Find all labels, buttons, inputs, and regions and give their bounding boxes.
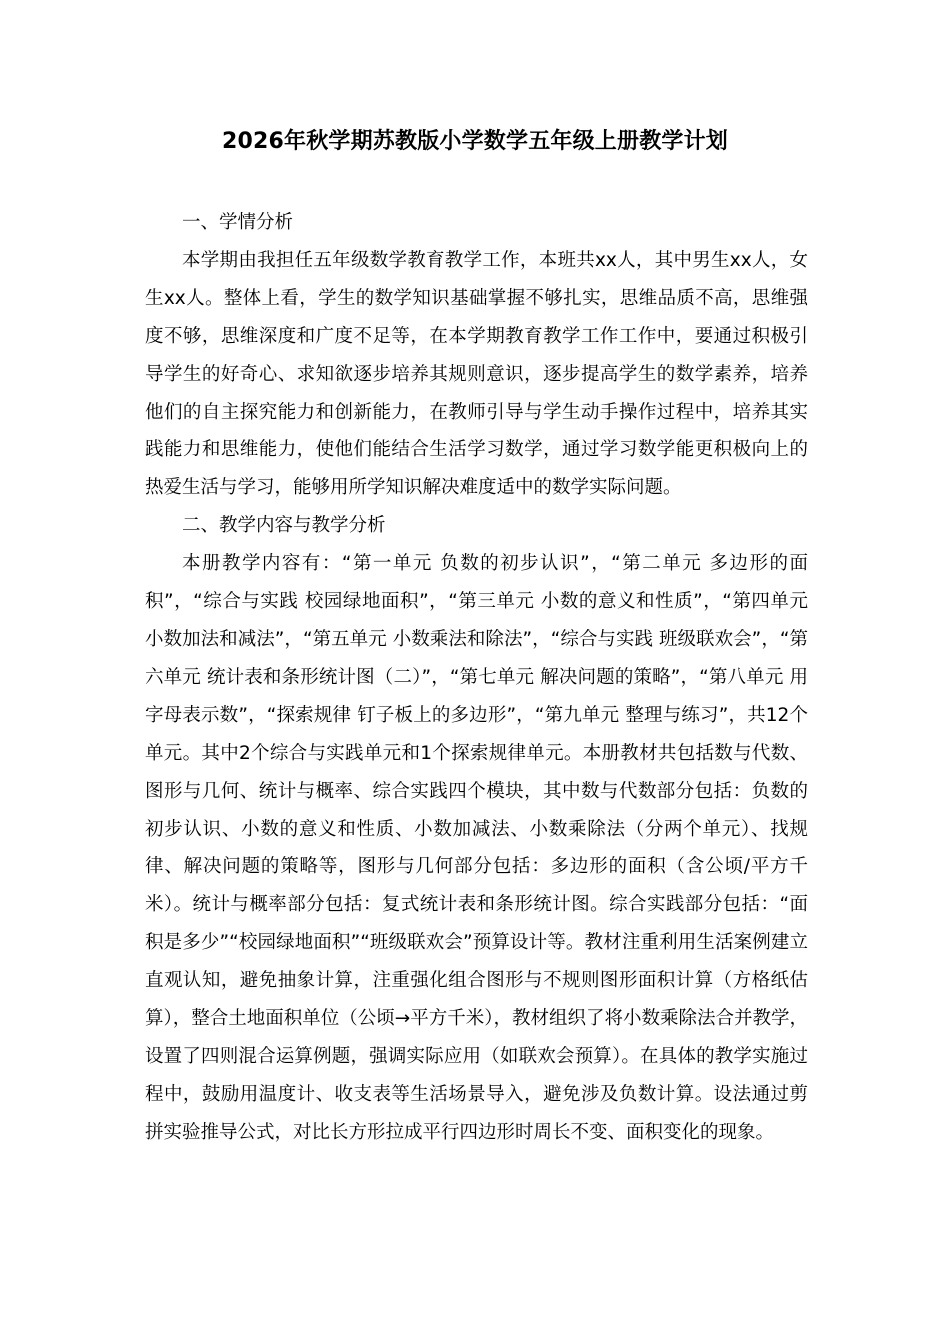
section-paragraph-content-analysis: 本册教学内容有：“第一单元 负数的初步认识”，“第二单元 多边形的面积”，“综合与实践 校园绿地面积”，“第三单元 小数的意义和性质”，“第四单元 小数加法和减法”，“第五单元 小数乘法和除法”，“综合与实践 班级联欢会”，“第六单元 统计表和条形统计图（二）”，“第七单元 解决问题的策略”，“第八单元 用字母表示数”，“探索规律 钉子板上的多边形”，“第九单元 整理与练习”，共12个单元。其中2个综合与实践单元和1个探索规律单元。本册教材共包括数与代数、图形与几何、统计与概率、综合实践四个模块，其中数与代数部分包括：负数的初步认识、小数的意义和性质、小数加减法、小数乘除法（分两个单元）、找规律、解决问题的策略等，图形与几何部分包括：多边形的面积（含公顷/平方千米）。统计与概率部分包括：复式统计表和条形统计图。综合实践部分包括：“面积是多少”“校园绿地面积”“班级联欢会”预算设计等。教材注重利用生活案例建立直观认知，避免抽象计算，注重强化组合图形与不规则图形面积计算（方格纸估算），整合土地面积单位（公顷→平方千米），教材组织了将小数乘除法合并教学，设置了四则混合运算例题，强调实际应用（如联欢会预算）。在具体的教学实施过程中，鼓励用温度计、收支表等生活场景导入，避免涉及负数计算。设法通过剪拼实验推导公式，对比长方形拉成平行四边形时周长不变、面积变化的现象。 (145, 553, 809, 1143)
section-heading-learning-analysis: 一、学情分析 (182, 212, 294, 233)
section-heading-content-analysis: 二、教学内容与教学分析 (182, 515, 386, 537)
section-paragraph-learning-analysis: 本学期由我担任五年级数学教育教学工作，本班共xx人，其中男生xx人，女生xx人。整体上看，学生的数学知识基础掌握不够扎实，思维品质不高，思维强度不够，思维深度和广度不足等，在本学期教育教学工作工作中，要通过积极引导学生的好奇心、求知欲逐步培养其规则意识，逐步提高学生的数学素养，培养他们的自主探究能力和创新能力，在教师引导与学生动手操作过程中，培养其实践能力和思维能力，使他们能结合生活学习数学，通过学习数学能更积极向上的热爱生活与学习，能够用所学知识解决难度适中的数学实际问题。 (145, 249, 808, 499)
document-title: 2026年秋学期苏教版小学数学五年级上册教学计划 (221, 129, 729, 154)
document-body (145, 204, 808, 1152)
